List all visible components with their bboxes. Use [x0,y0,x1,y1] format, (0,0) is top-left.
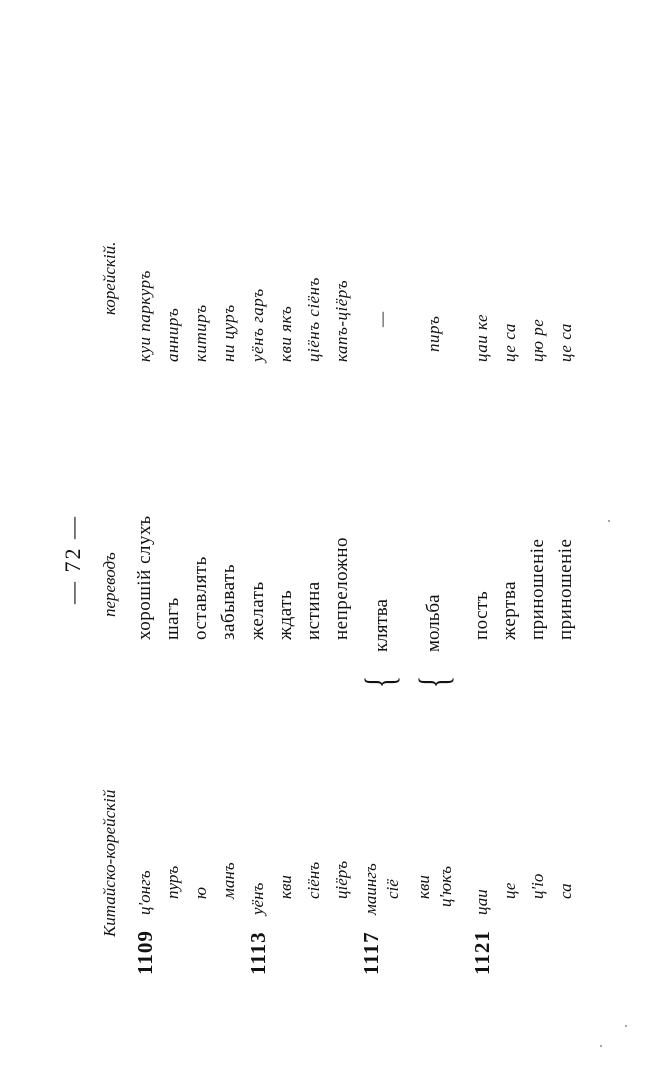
table-row [130,0,160,1087]
sino-korean-word: маингъ [361,863,380,915]
paper-speck [625,1025,627,1027]
sino-korean-word: ю [191,887,210,899]
sino-korean-word: кви [276,875,295,899]
korean-word: анниръ [163,307,182,362]
brace-mark: { [412,675,458,688]
translation-word: жертва [499,580,520,640]
korean-word: цаи ке [472,313,491,362]
sino-korean-word: ц'іо [528,873,547,899]
translation-word: желать [247,581,268,640]
table-row [158,0,188,1087]
translation-word: ждать [275,589,296,640]
translation-word: истина [303,581,324,640]
brace-row [367,0,397,1087]
sino-korean-word: са [556,883,575,899]
header-translation: переводъ [100,552,119,617]
entry-number: 1109 [133,930,157,975]
korean-word: кви якъ [276,305,295,362]
entry-number: 1113 [246,931,270,975]
brace-mark: { [358,675,404,688]
table-row [243,0,273,1087]
translation-word: приношеніе [527,538,548,640]
header-korean: корейскій. [100,241,119,315]
sino-korean-word: сіёнъ [304,861,323,899]
sino-korean-word: кви [414,875,433,899]
sino-korean-word: це [500,882,519,899]
sino-korean-word: пуръ [163,865,182,899]
table-row [214,0,244,1087]
table-row [495,0,525,1087]
table-row [523,0,553,1087]
table-row [271,0,301,1087]
sino-korean-word: сіё [383,879,402,899]
table-row [327,0,357,1087]
korean-word: ни цуръ [219,304,238,362]
korean-word: цю ре [528,318,547,362]
korean-word: це са [556,323,575,362]
header-sino-korean: Китайско-корейскій [100,789,119,937]
brace-row [419,0,449,1087]
translation-word: непреложно [331,536,352,640]
korean-word: китиръ [191,304,210,362]
page-number: — 72 — [60,515,85,604]
korean-word: уёнъ гаръ [248,288,267,362]
sino-korean-word: манъ [219,862,238,899]
paper-speck [600,1045,602,1047]
korean-word: куи паркуръ [135,270,154,362]
paper-speck [608,520,610,522]
translation-word: приношеніе [555,538,576,640]
korean-word: капъ-ціёръ [332,279,351,362]
korean-word: це са [500,323,519,362]
translation-word: оставлять [190,556,211,640]
table-row [299,0,329,1087]
korean-word: — [372,311,391,327]
entry-number: 1117 [359,931,383,975]
korean-word: пиръ [424,315,443,352]
translation-word: шагъ [162,597,183,640]
sino-korean-word: цаи [472,889,491,915]
entry-number: 1121 [470,930,494,975]
translation-word: мольба [423,594,444,652]
table-row [551,0,581,1087]
sino-korean-word: ціёръ [332,860,351,899]
table-row [467,0,497,1087]
translation-word: забывать [218,563,239,640]
korean-word: ціёнъ сіёнъ [304,277,323,362]
translation-word: постъ [471,590,492,640]
sino-korean-word: уёнъ [248,882,267,915]
table-row [186,0,216,1087]
translation-word: хорошій слухъ [134,515,155,640]
sino-korean-word: ц'онгъ [135,870,154,915]
translation-word: клятва [371,599,392,652]
sino-korean-word: ц'юкъ [436,866,455,907]
